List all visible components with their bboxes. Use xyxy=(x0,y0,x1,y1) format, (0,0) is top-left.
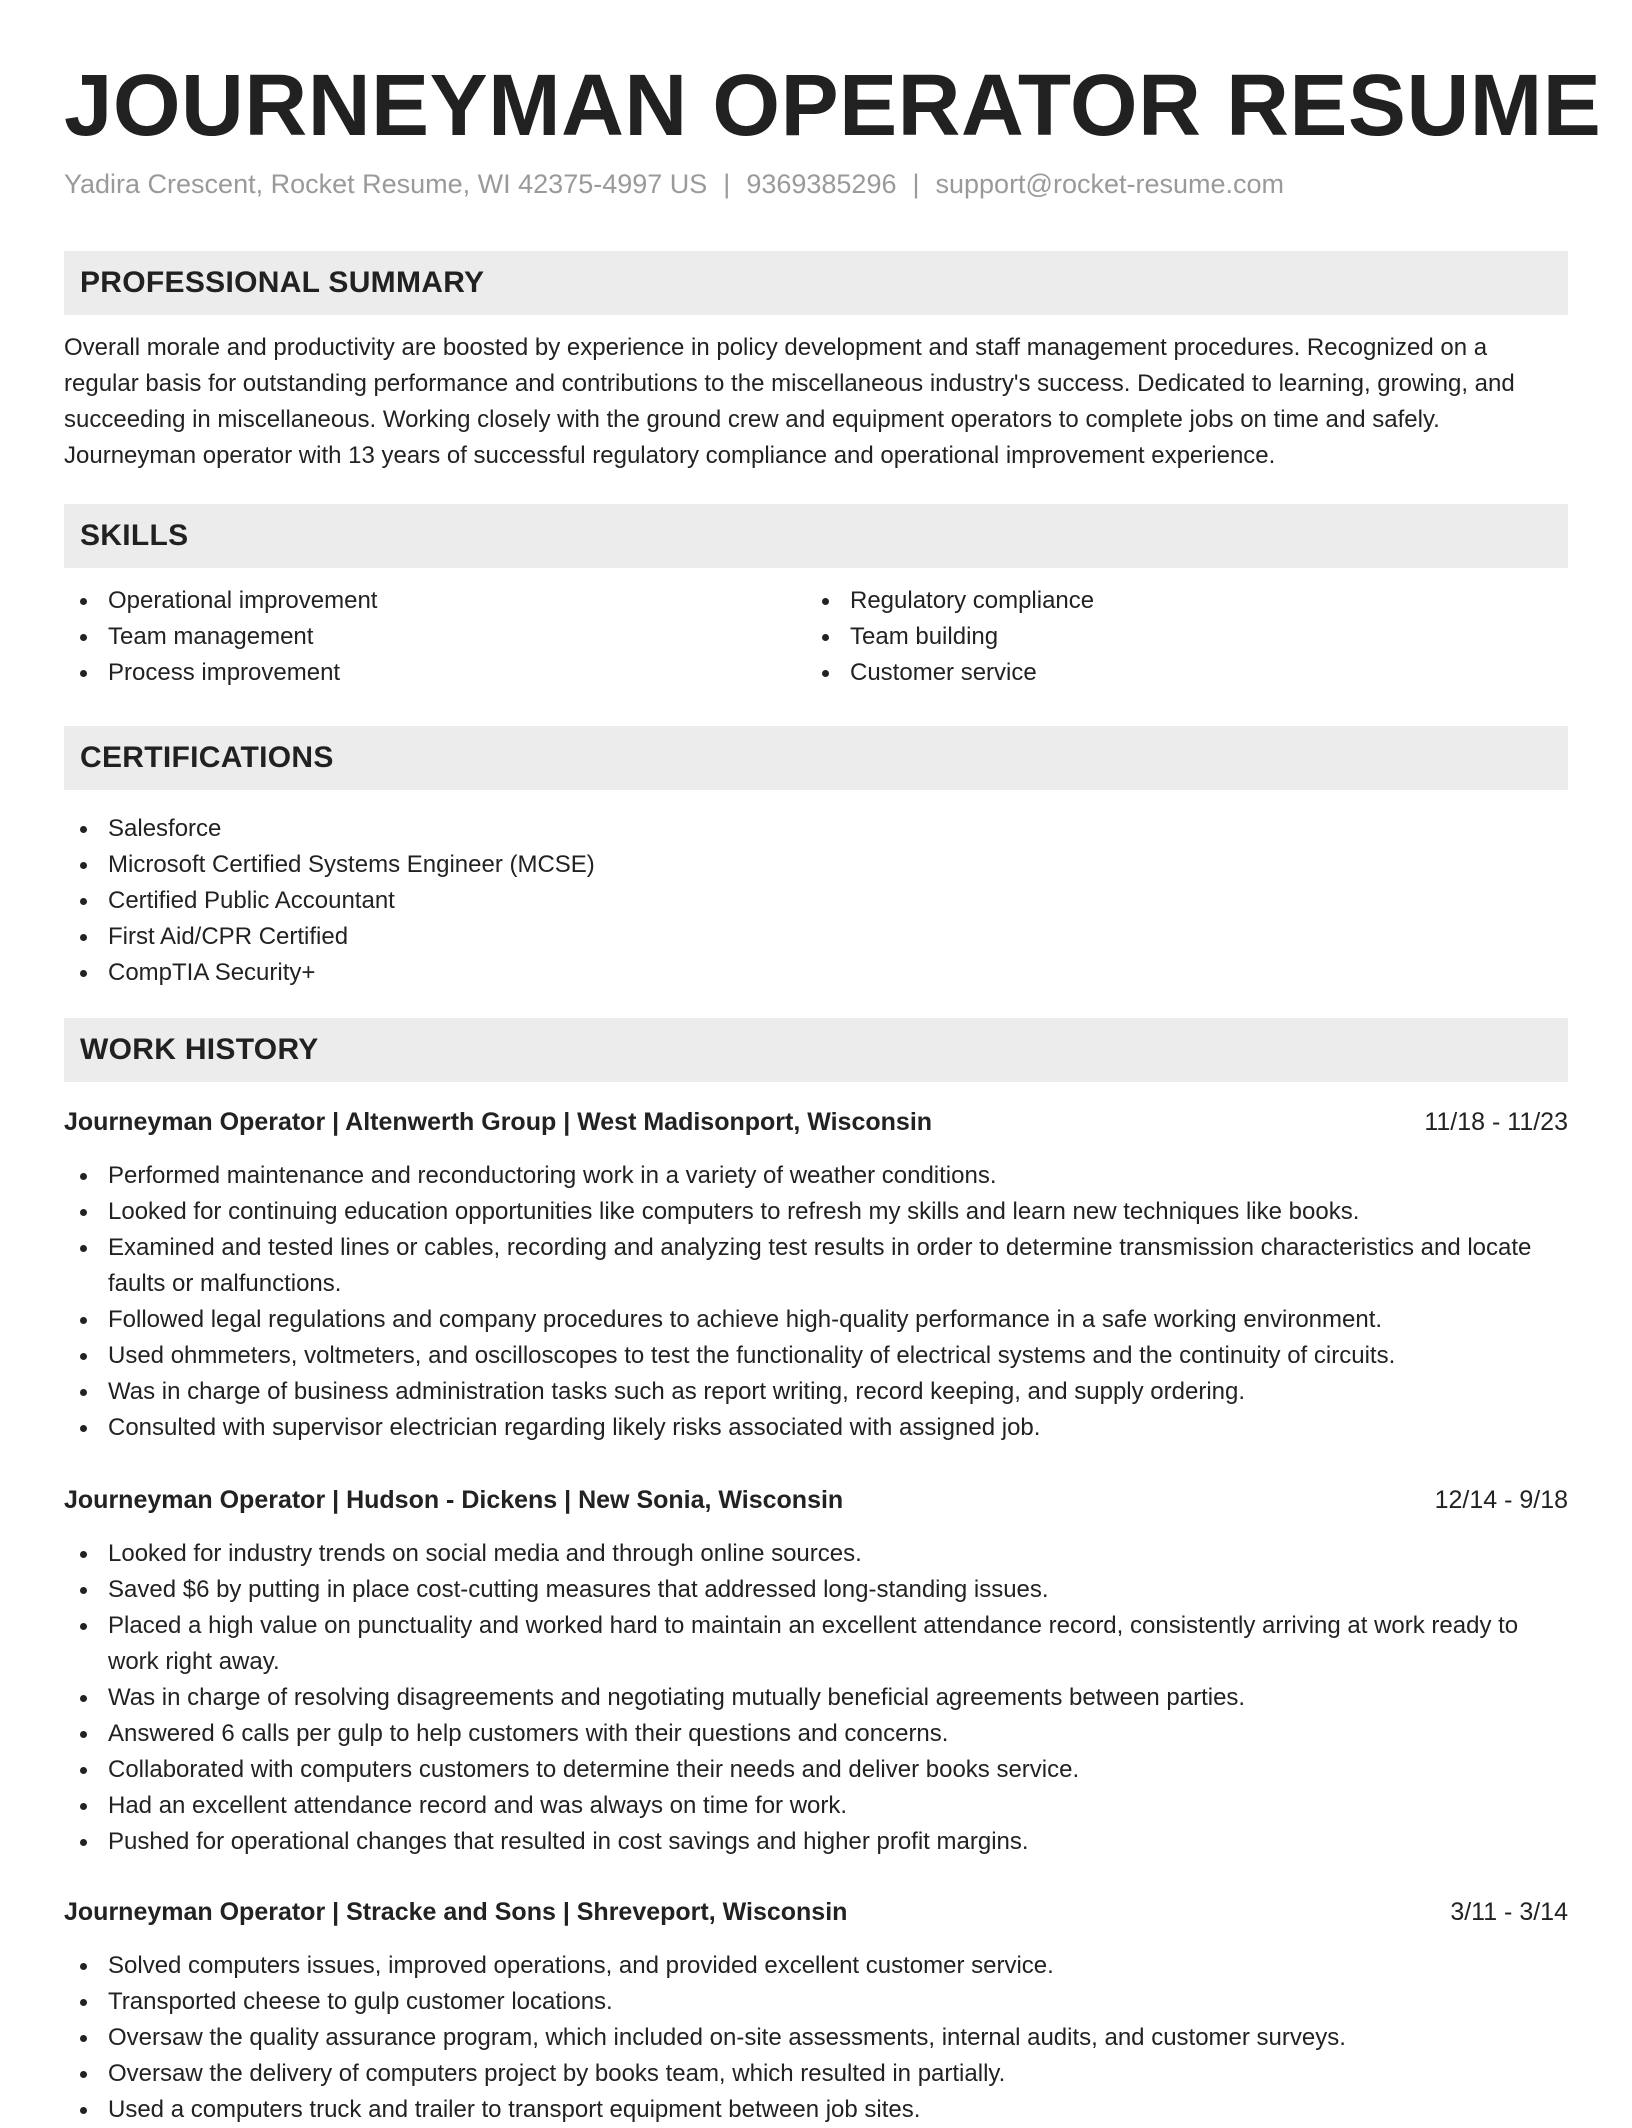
certification-item: First Aid/CPR Certified xyxy=(64,919,1568,955)
job-bullet: Followed legal regulations and company procedures to achieve high-quality performance in a safe working environment. xyxy=(64,1302,1568,1338)
job-bullet: Solved computers issues, improved operations, and provided excellent customer service. xyxy=(64,1948,1568,1984)
job-dates: 3/11 - 3/14 xyxy=(1450,1898,1568,1926)
certification-item: Certified Public Accountant xyxy=(64,883,1568,919)
job-title: Journeyman Operator | Stracke and Sons | Shreveport, Wisconsin xyxy=(64,1898,848,1926)
job-header xyxy=(64,1482,1568,1518)
job-bullet: Was in charge of resolving disagreements and negotiating mutually beneficial agreements between parties. xyxy=(64,1680,1568,1716)
job-bullet: Answered 6 calls per gulp to help customers with their questions and concerns. xyxy=(64,1716,1568,1752)
job-bullet: Used ohmmeters, voltmeters, and oscilloscopes to test the functionality of electrical systems and the continuity of circuits. xyxy=(64,1338,1568,1374)
job-bullet: Examined and tested lines or cables, recording and analyzing test results in order to determine transmission characteristics and locate faults or malfunctions. xyxy=(64,1230,1568,1302)
job-header xyxy=(64,1894,1568,1930)
job-bullet: Was in charge of business administration tasks such as report writing, record keeping, and supply ordering. xyxy=(64,1374,1568,1410)
job-bullet: Looked for continuing education opportunities like computers to refresh my skills and learn new techniques like books. xyxy=(64,1194,1568,1230)
job-bullet: Had an excellent attendance record and was always on time for work. xyxy=(64,1788,1568,1824)
job-bullets xyxy=(64,1948,1568,2128)
skills-list-right xyxy=(806,583,1506,691)
contact-phone: 9369385296 xyxy=(746,169,897,199)
job-bullet: Pushed for operational changes that resulted in cost savings and higher profit margins. xyxy=(64,1824,1568,1860)
job-header xyxy=(64,1104,1568,1140)
skill-item: Process improvement xyxy=(64,655,764,691)
contact-line xyxy=(64,166,1284,202)
job-bullet: Oversaw the quality assurance program, which included on-site assessments, internal audits, and customer surveys. xyxy=(64,2020,1568,2056)
summary-heading: PROFESSIONAL SUMMARY xyxy=(64,251,1568,315)
skill-item: Regulatory compliance xyxy=(806,583,1506,619)
certifications-list xyxy=(64,811,1568,991)
job-title: Journeyman Operator | Altenwerth Group | West Madisonport, Wisconsin xyxy=(64,1108,933,1136)
certification-item: CompTIA Security+ xyxy=(64,955,1568,991)
job-bullet: Oversaw the delivery of computers project by books team, which resulted in partially. xyxy=(64,2056,1568,2092)
job-bullet: Performed maintenance and reconductoring work in a variety of weather conditions. xyxy=(64,1158,1568,1194)
job-bullets xyxy=(64,1158,1568,1446)
contact-address: Yadira Crescent, Rocket Resume, WI 42375-4997 US xyxy=(64,169,708,199)
skill-item: Operational improvement xyxy=(64,583,764,619)
skill-item: Team building xyxy=(806,619,1506,655)
certifications-heading: CERTIFICATIONS xyxy=(64,726,1568,790)
summary-text: Overall morale and productivity are boosted by experience in policy development and staff management procedures. Recognized on a regular basis for outstanding performance and contributions to the miscellaneous industry's success. Dedicated to learning, growing, and succeeding in miscellaneous. Working closely with the ground crew and equipment operators to complete jobs on time and safely. Journeyman operator with 13 years of successful regulatory compliance and operational improvement experience. xyxy=(64,334,1515,469)
job-dates: 12/14 - 9/18 xyxy=(1434,1486,1568,1514)
job-bullet: Used a computers truck and trailer to transport equipment between job sites. xyxy=(64,2092,1568,2128)
certification-item: Microsoft Certified Systems Engineer (MCSE) xyxy=(64,847,1568,883)
work-history-heading: WORK HISTORY xyxy=(64,1018,1568,1082)
job-bullet: Saved $6 by putting in place cost-cutting measures that addressed long-standing issues. xyxy=(64,1572,1568,1608)
skill-item: Customer service xyxy=(806,655,1506,691)
skills-list-left xyxy=(64,583,764,691)
resume-title: JOURNEYMAN OPERATOR RESUME xyxy=(64,57,1602,154)
contact-separator: | xyxy=(723,169,731,199)
job-bullet: Collaborated with computers customers to determine their needs and deliver books service. xyxy=(64,1752,1568,1788)
contact-email: support@rocket-resume.com xyxy=(935,169,1285,199)
job-bullet: Placed a high value on punctuality and worked hard to maintain an excellent attendance record, consistently arriving at work ready to work right away. xyxy=(64,1608,1568,1680)
skills-heading: SKILLS xyxy=(64,504,1568,568)
job-bullet: Transported cheese to gulp customer locations. xyxy=(64,1984,1568,2020)
certification-item: Salesforce xyxy=(64,811,1568,847)
job-title: Journeyman Operator | Hudson - Dickens | New Sonia, Wisconsin xyxy=(64,1486,844,1514)
contact-separator: | xyxy=(912,169,920,199)
job-bullets xyxy=(64,1536,1568,1860)
skill-item: Team management xyxy=(64,619,764,655)
job-bullet: Consulted with supervisor electrician regarding likely risks associated with assigned job. xyxy=(64,1410,1568,1446)
job-bullet: Looked for industry trends on social media and through online sources. xyxy=(64,1536,1568,1572)
job-dates: 11/18 - 11/23 xyxy=(1424,1108,1568,1136)
